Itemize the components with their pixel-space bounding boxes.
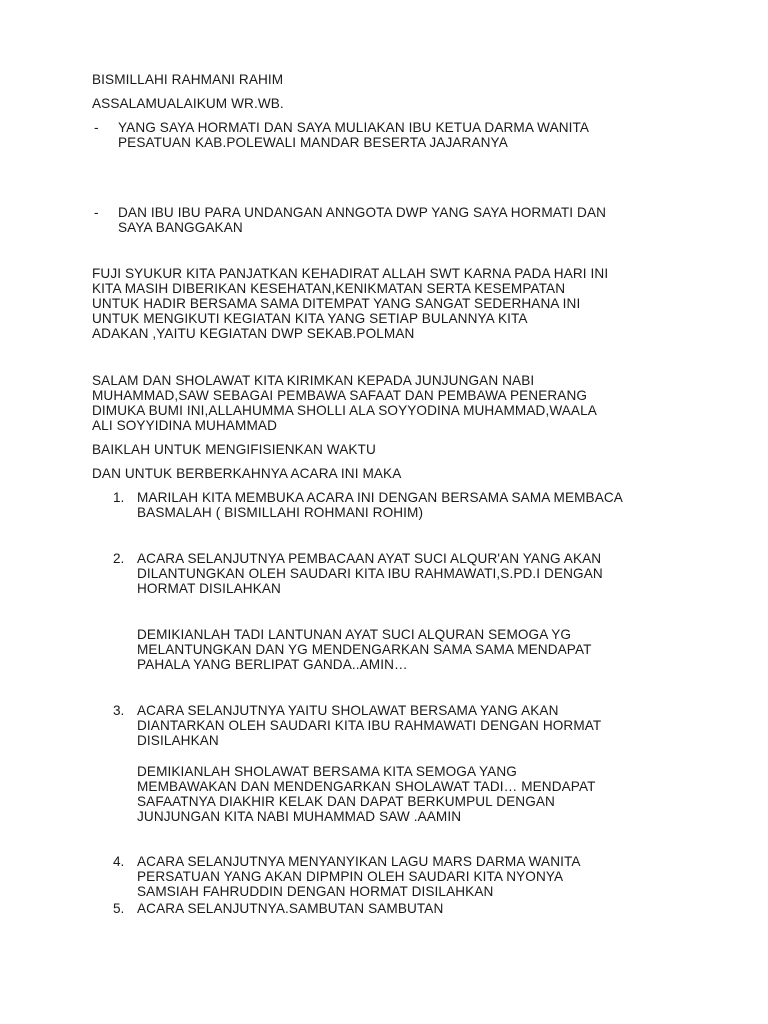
paragraph-salutation: SALAM DAN SHOLAWAT KITA KIRIMKAN KEPADA JUNJUNGAN NABI MUHAMMAD,SAW SEBAGAI PEMBAWA SAFAAT DAN PEMBAWA PENERANG DIMUKA BUMI INI,ALLAHUMMA SHOLLI ALA SOYYODINA MUHAMMAD,WAALA ALI SOYYIDINA MUHAMMAD — [92, 373, 597, 433]
list-item-1: MARILAH KITA MEMBUKA ACARA INI DENGAN BERSAMA SAMA MEMBACA BASMALAH ( BISMILLAHI ROHMANI ROHIM) — [137, 490, 623, 520]
paragraph-efficiency: BAIKLAH UNTUK MENGIFISIENKAN WAKTU — [92, 442, 376, 457]
list-number: 2. — [113, 551, 125, 566]
list-number: 1. — [113, 490, 125, 505]
list-item-3: ACARA SELANJUTNYA YAITU SHOLAWAT BERSAMA YANG AKAN DIANTARKAN OLEH SAUDARI KITA IBU RAHMAWATI DENGAN HORMAT DISILAHKAN — [137, 703, 602, 748]
list-item-2-note: DEMIKIANLAH TADI LANTUNAN AYAT SUCI ALQURAN SEMOGA YG MELANTUNGKAN DAN YG MENDENGARKAN SAMA SAMA MENDAPAT PAHALA YANG BERLIPAT GANDA..AMIN… — [137, 627, 592, 672]
list-number: 5. — [113, 901, 125, 916]
list-number: 4. — [113, 854, 125, 869]
bullet-text-2: DAN IBU IBU PARA UNDANGAN ANNGOTA DWP YANG SAYA HORMATI DAN SAYA BANGGAKAN — [118, 205, 607, 235]
list-item-3-note: DEMIKIANLAH SHOLAWAT BERSAMA KITA SEMOGA YANG MEMBAWAKAN DAN MENDENGARKAN SHOLAWAT TADI… MENDAPAT SAFAATNYA DIAKHIR KELAK DAN DAPAT BERKUMPUL DENGAN JUNJUNGAN KITA NABI MUHAMMAD SAW .AAMIN — [137, 764, 596, 824]
paragraph-gratitude: FUJI SYUKUR KITA PANJATKAN KEHADIRAT ALLAH SWT KARNA PADA HARI INI KITA MASIH DIBERIKAN KESEHATAN,KENIKMATAN SERTA KESEMPATAN UNTUK HADIR BERSAMA SAMA DITEMPAT YANG SANGAT SEDERHANA INI UNTUK MENGIKUTI KEGIATAN KITA YANG SETIAP BULANNYA KITA ADAKAN ,YAITU KEGIATAN DWP SEKAB.POLMAN — [92, 266, 609, 341]
opening-basmalah: BISMILLAHI RAHMANI RAHIM — [92, 72, 284, 87]
bullet-marker: - — [94, 205, 99, 220]
list-item-2: ACARA SELANJUTNYA PEMBACAAN AYAT SUCI ALQUR'AN YANG AKAN DILANTUNGKAN OLEH SAUDARI KITA IBU RAHMAWATI,S.PD.I DENGAN HORMAT DISILAHKAN — [137, 551, 603, 596]
bullet-marker: - — [94, 120, 99, 135]
list-item-5: ACARA SELANJUTNYA.SAMBUTAN SAMBUTAN — [137, 901, 444, 916]
list-number: 3. — [113, 703, 125, 718]
list-item-4: ACARA SELANJUTNYA MENYANYIKAN LAGU MARS DARMA WANITA PERSATUAN YANG AKAN DIPMPIN OLEH SAUDARI KITA NYONYA SAMSIAH FAHRUDDIN DENGAN HORMAT DISILAHKAN — [137, 854, 581, 899]
opening-greeting: ASSALAMUALAIKUM WR.WB. — [92, 96, 284, 111]
bullet-text-1: YANG SAYA HORMATI DAN SAYA MULIAKAN IBU KETUA DARMA WANITA PESATUAN KAB.POLEWALI MANDAR BESERTA JAJARANYA — [118, 120, 590, 150]
paragraph-blessing: DAN UNTUK BERBERKAHNYA ACARA INI MAKA — [92, 466, 402, 481]
